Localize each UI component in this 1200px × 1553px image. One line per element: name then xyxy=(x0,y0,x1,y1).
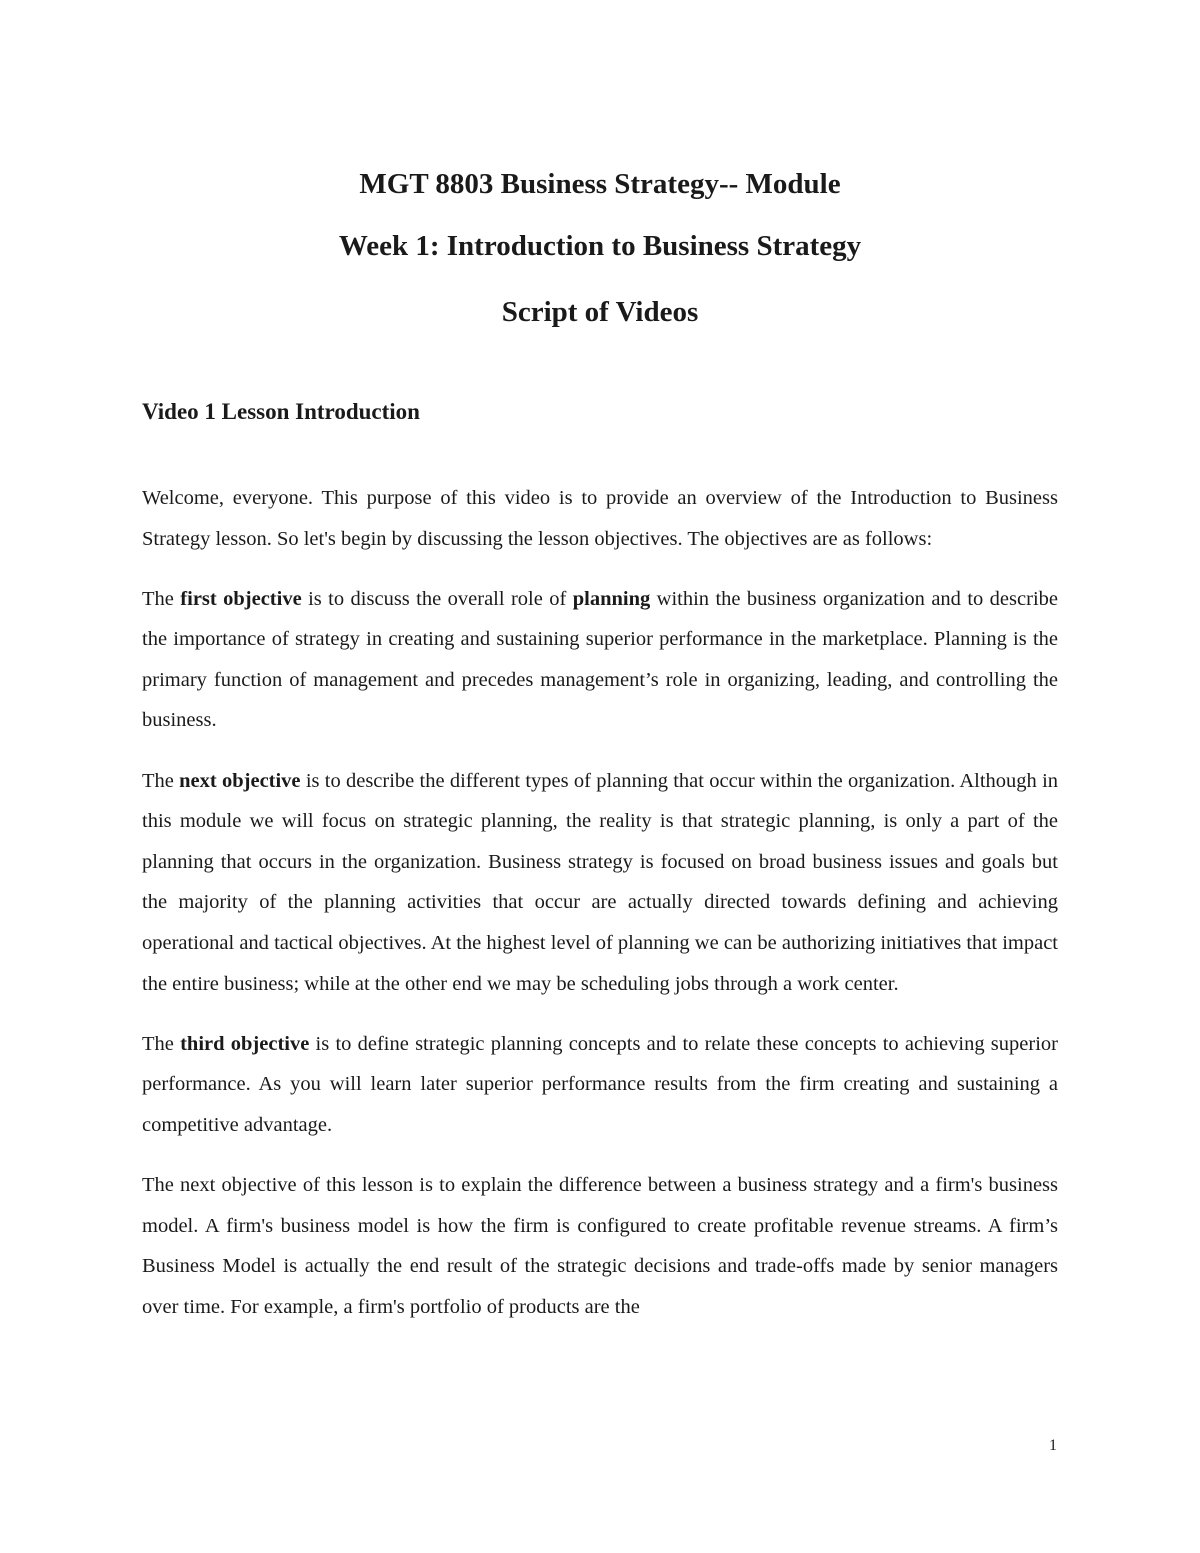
body-paragraph xyxy=(142,1165,1058,1327)
page-number: 1 xyxy=(1049,1437,1057,1454)
paragraph-text: The xyxy=(142,769,180,792)
course-title: MGT 8803 Business Strategy-- Module xyxy=(359,168,841,200)
body-paragraph xyxy=(142,478,1058,559)
emphasized-text: first objective xyxy=(180,587,302,610)
script-title: Script of Videos xyxy=(501,296,699,328)
week-title: Week 1: Introduction to Business Strategy xyxy=(338,230,862,262)
emphasized-text: third objective xyxy=(180,1032,310,1055)
paragraph-text: is to discuss the overall role of xyxy=(301,587,573,610)
body-paragraph xyxy=(142,1024,1058,1146)
paragraph-text: within the business organization and to describe the importance of strategy in creating and sustaining superior performance in the marketplace. Planning is the primary function of management and precedes management’s role in organizing, leading, and controlling the business. xyxy=(142,587,1058,732)
section-heading: Video 1 Lesson Introduction xyxy=(142,399,420,424)
paragraph-text: The xyxy=(142,587,181,610)
document-body xyxy=(142,478,1058,1347)
paragraph-text: The next objective of this lesson is to explain the difference between a business strategy and a firm's business model. A firm's business model is how the firm is configured to create profitable revenue streams. A firm’s Business Model is actually the end result of the strategic decisions and trade-offs made by senior managers over time. For example, a firm's portfolio of products are the xyxy=(142,1173,1058,1318)
emphasized-text: planning xyxy=(572,587,651,610)
body-paragraph xyxy=(142,761,1058,1005)
paragraph-text: Welcome, everyone. This purpose of this video is to provide an overview of the Introduction to Business Strategy lesson. So let's begin by discussing the lesson objectives. The objectives are as follows: xyxy=(142,487,1058,550)
paragraph-text: The xyxy=(142,1032,181,1055)
body-paragraph xyxy=(142,579,1058,741)
emphasized-text: next objective xyxy=(179,769,301,792)
document-title-block xyxy=(0,162,1200,334)
paragraph-text: is to describe the different types of planning that occur within the organization. Although in this module we will focus on strategic planning, the reality is that strategic planning, is only a part of the planning that occurs in the organization. Business strategy is focused on broad business issues and goals but the majority of the planning activities that occur are actually directed towards defining and achieving operational and tactical objectives. At the highest level of planning we can be authorizing initiatives that impact the entire business; while at the other end we may be scheduling jobs through a work center. xyxy=(142,769,1059,995)
paragraph-text: is to define strategic planning concepts and to relate these concepts to achieving superior performance. As you will learn later superior performance results from the firm creating and sustaining a competitive advantage. xyxy=(142,1032,1058,1136)
